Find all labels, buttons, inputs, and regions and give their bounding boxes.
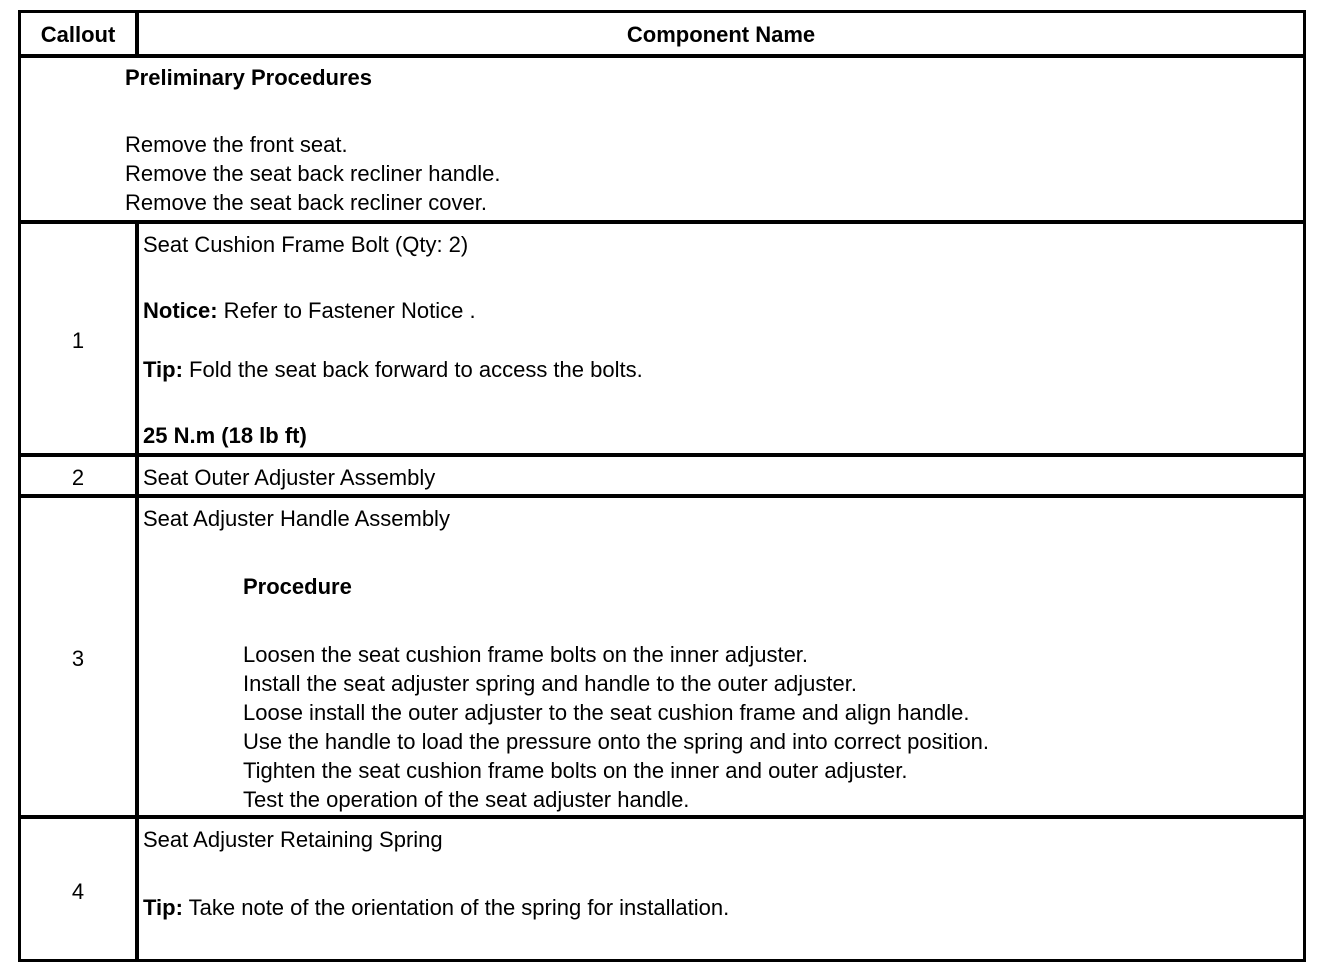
- component-name: Seat Adjuster Retaining Spring: [143, 827, 443, 852]
- row-divider: [21, 453, 1303, 457]
- component-name: Seat Adjuster Handle Assembly: [143, 506, 450, 531]
- callout-number: 1: [71, 328, 85, 353]
- procedure-step: Loosen the seat cushion frame bolts on the inner adjuster.: [243, 642, 809, 667]
- row-divider: [21, 815, 1303, 819]
- header-callout: Callout: [40, 22, 116, 47]
- preliminary-step: Remove the front seat.: [125, 132, 348, 157]
- row-divider: [21, 54, 1303, 58]
- tip-text: Take note of the orientation of the spring for installation.: [182, 895, 730, 920]
- header-component-name: Component Name: [626, 22, 816, 47]
- procedure-step: Test the operation of the seat adjuster handle.: [243, 787, 690, 812]
- notice-text: Refer to Fastener Notice .: [217, 298, 476, 323]
- preliminary-step: Remove the seat back recliner cover.: [125, 190, 487, 215]
- component-name: Seat Outer Adjuster Assembly: [143, 465, 436, 490]
- notice-label: Notice:: [143, 298, 218, 323]
- tip-text: Fold the seat back forward to access the bolts.: [182, 357, 643, 382]
- procedure-step: Tighten the seat cushion frame bolts on the inner and outer adjuster.: [243, 758, 908, 783]
- preliminary-title: Preliminary Procedures: [125, 65, 373, 90]
- callout-number: 4: [71, 879, 85, 904]
- procedure-step: Use the handle to load the pressure onto the spring and into correct position.: [243, 729, 990, 754]
- procedure-title: Procedure: [243, 574, 352, 599]
- tip-label: Tip:: [143, 357, 183, 382]
- component-name: Seat Cushion Frame Bolt (Qty: 2): [143, 232, 469, 257]
- tip-label: Tip:: [143, 895, 183, 920]
- procedure-step: Install the seat adjuster spring and handle to the outer adjuster.: [243, 671, 857, 696]
- component-table: [18, 10, 1306, 962]
- notice-line: [143, 296, 476, 325]
- preliminary-step: Remove the seat back recliner handle.: [125, 161, 501, 186]
- row-divider: [21, 494, 1303, 498]
- row-divider: [21, 220, 1303, 224]
- tip-line: [143, 355, 643, 384]
- column-divider: [135, 220, 139, 959]
- callout-number: 2: [71, 465, 85, 490]
- header-divider: [135, 13, 139, 57]
- tip-line: [143, 893, 729, 922]
- callout-number: 3: [71, 646, 85, 671]
- procedure-step: Loose install the outer adjuster to the seat cushion frame and align handle.: [243, 700, 970, 725]
- torque-spec: 25 N.m (18 lb ft): [143, 423, 307, 448]
